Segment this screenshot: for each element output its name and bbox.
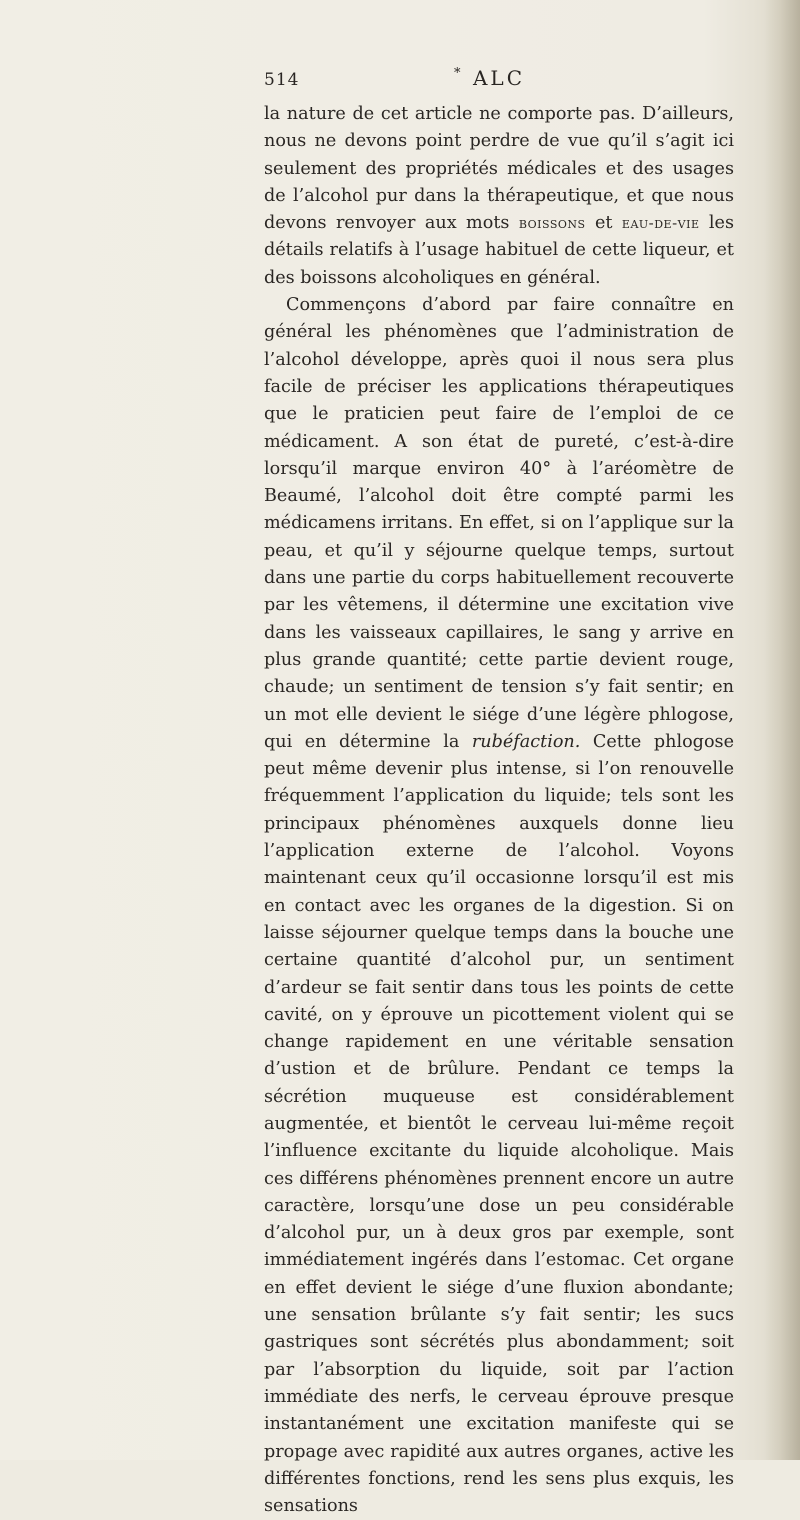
text-segment: les détails relatifs à l’usage habituel de cette liqueur, et des boissons alcoholiques en général. [264, 213, 734, 288]
text-segment: Cette phlogose peut même devenir plus intense, si l’on renouvelle fréquemment l’application du liquide; tels sont les principaux phénomènes auxquels donne lieu l’application externe de l’alcohol. Voyons maintenant ceux qu’il occasionne lorsqu’il est mis en contact avec les organes de la digestion. Si on laisse séjourner quelque temps dans la bouche une certaine quantité d’alcohol pur, un sentiment d’ardeur se fait sentir dans tous les points de cette cavité, on y éprouve un picottement violent qui se change rapidement en une véritable sensation d’ustion et de brûlure. Pendant ce temps la sécrétion muqueuse est considérablement augmentée, et bientôt le cerveau lui-même reçoit l’influence excitante du liquide alcoholique. Mais ces différens phénomènes prennent encore un autre caractère, lorsqu’une dose un peu considérable d’alcohol pur, un à deux gros par exemple, sont immédiatement ingérés dans l’estomac. Cet organe en effet devient le siége d’une fluxion abondante; une sensation brûlante s’y fait sentir; les sucs gastriques sont sécrétés plus abondamment; soit par l’absorption du liquide, soit par l’action immédiate des nerfs, le cerveau éprouve presque instantanément une excitation manifeste qui se propage avec rapidité aux autres organes, active les différentes fonctions, rend les sens plus exquis, les sensations [264, 731, 734, 1517]
header-mark: * [454, 66, 461, 81]
text-segment: et [585, 213, 622, 234]
page-header [264, 66, 734, 96]
paragraph [264, 101, 734, 292]
emphasis-text: rubéfaction. [471, 731, 581, 752]
text-segment: Commençons d’abord par faire connaître en général les phénomènes que l’administration de l’alcohol développe, après quoi il nous sera plus facile de préciser les applications thérapeutiques que le praticien peut faire de l’emploi de ce médicament. A son état de pureté, c’est-à-dire lorsqu’il marque environ 40° à l’aréomètre de Beaumé, l’alcohol doit être compté parmi les médicamens irritans. En effet, si on l’applique sur la peau, et qu’il y séjourne quelque temps, surtout dans une partie du corps habituellement recouverte par les vêtemens, il détermine une excitation vive dans les vaisseaux capillaires, le sang y arrive en plus grande quantité; cette partie devient rouge, chaude; un sentiment de tension s’y fait sentir; en un mot elle devient le siége d’une légère phlogose, qui en détermine la [264, 295, 734, 752]
text-segment: la nature de cet article ne comporte pas. D’ailleurs, nous ne devons point perdre de vue qu’il s’agit ici seulement des propriétés médicales et des usages de l’alcohol pur dans la thérapeutique, et que nous devons renvoyer aux mots [264, 104, 734, 234]
paragraph [264, 292, 734, 1520]
page-number: 514 [264, 70, 300, 90]
cross-reference: boissons [518, 214, 586, 233]
running-head: ALC [472, 66, 526, 90]
cross-reference: eau-de-vie [621, 214, 700, 233]
body-text [264, 101, 734, 1520]
page-edge-shadow [764, 0, 800, 1460]
